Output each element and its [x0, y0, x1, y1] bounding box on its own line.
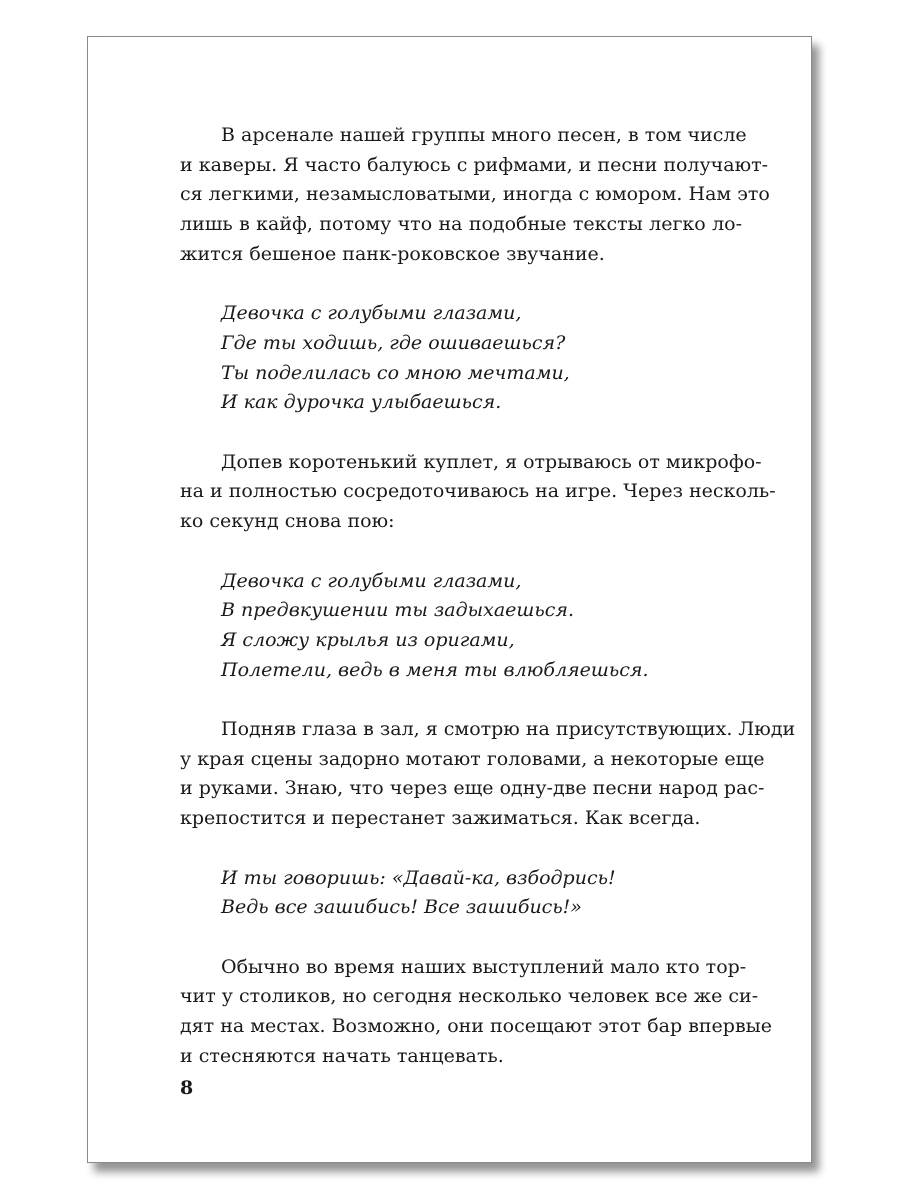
- paragraph-line: ко секунд снова пою:: [180, 510, 395, 533]
- paragraph-line: В арсенале нашей группы много песен, в том числе: [221, 124, 747, 146]
- paragraph-line: Обычно во время наших выступлений мало кто тор-: [221, 955, 747, 978]
- verse-2: [180, 567, 742, 686]
- verse-line: И как дурочка улыбаешься.: [221, 391, 502, 414]
- verse-line: В предвкушении ты задыхаешься.: [221, 599, 575, 622]
- verse-line: Ведь все зашибись! Все зашибись!»: [221, 896, 582, 919]
- paragraph-line: дят на местах. Возможно, они посещают этот бар впервые: [180, 1015, 773, 1037]
- verse-3: [180, 864, 742, 923]
- paragraph-3: [180, 715, 796, 834]
- paragraph-line: и руками. Знаю, что через еще одну-две песни народ рас-: [180, 777, 765, 800]
- paragraph-line: крепостится и перестанет зажиматься. Как всегда.: [180, 807, 701, 830]
- paragraph-line: чит у столиков, но сегодня несколько человек все же си-: [180, 985, 759, 1008]
- verse-line: Я сложу крылья из оригами,: [221, 628, 515, 651]
- paragraph-line: у края сцены задорно мотают головами, а некоторые еще: [180, 747, 765, 770]
- verse-line: И ты говоришь: «Давай-ка, взбодрись!: [221, 866, 616, 889]
- page-text: [180, 121, 796, 1071]
- paragraph-line: жится бешеное панк-роковское звучание.: [180, 242, 605, 265]
- paragraph-line: и каверы. Я часто балуюсь с рифмами, и песни получают-: [180, 153, 769, 176]
- verse-line: Где ты ходишь, где ошиваешься?: [221, 331, 566, 354]
- verse-1: [180, 299, 742, 418]
- verse-line: Девочка с голубыми глазами,: [221, 569, 522, 592]
- paragraph-line: лишь в кайф, потому что на подобные тексты легко ло-: [180, 213, 742, 236]
- paragraph-1: [180, 121, 770, 270]
- paragraph-2: [180, 448, 776, 537]
- verse-line: Ты поделилась со мною мечтами,: [221, 361, 570, 384]
- paragraph-line: на и полностью сосредоточиваюсь на игре. Через несколь-: [180, 480, 776, 503]
- paragraph-line: и стесняются начать танцевать.: [180, 1044, 504, 1067]
- paragraph-4: [180, 953, 773, 1072]
- page-number: 8: [180, 1077, 194, 1099]
- paragraph-line: Допев коротенький куплет, я отрываюсь от микрофо-: [221, 450, 762, 473]
- book-page: [87, 36, 812, 1163]
- verse-line: Девочка с голубыми глазами,: [221, 302, 522, 325]
- paragraph-line: Подняв глаза в зал, я смотрю на присутствующих. Люди: [221, 718, 796, 740]
- verse-line: Полетели, ведь в меня ты влюбляешься.: [221, 658, 649, 681]
- paragraph-line: ся легкими, незамысловатыми, иногда с юмором. Нам это: [180, 183, 770, 206]
